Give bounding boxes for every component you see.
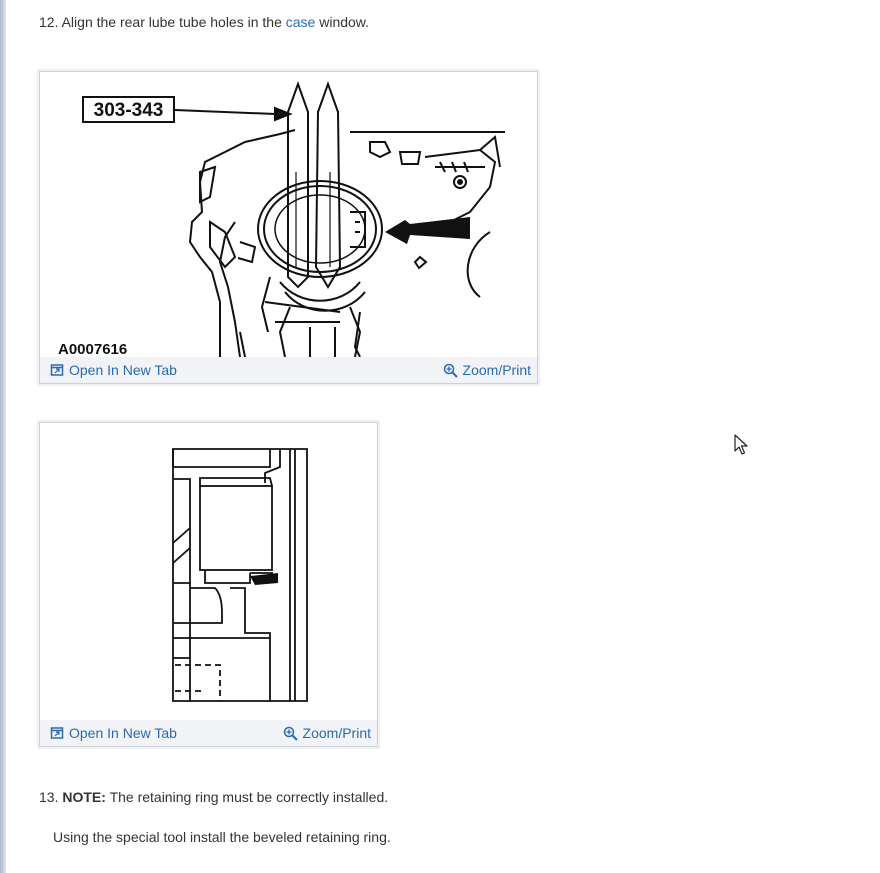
step-12-text: Align the rear lube tube holes in the bbox=[61, 14, 282, 30]
open-in-new-tab-button[interactable] bbox=[50, 725, 177, 741]
figure-1 bbox=[39, 71, 538, 384]
figure-1-image[interactable] bbox=[40, 72, 537, 357]
zoom-print-button[interactable] bbox=[283, 725, 371, 741]
open-in-new-tab-button[interactable] bbox=[50, 362, 177, 378]
figure-2-action-bar bbox=[40, 720, 377, 746]
open-in-new-tab-label: Open In New Tab bbox=[69, 725, 177, 741]
lube-tube-detail-illustration bbox=[40, 423, 377, 720]
figure-1-action-bar bbox=[40, 357, 537, 383]
open-tab-icon bbox=[50, 726, 64, 740]
step-12-number: 12. bbox=[39, 14, 59, 30]
open-tab-icon bbox=[50, 363, 64, 377]
open-in-new-tab-label: Open In New Tab bbox=[69, 362, 177, 378]
step-12-text-end: window. bbox=[319, 14, 370, 30]
window-left-edge bbox=[0, 0, 6, 873]
case-link[interactable]: case bbox=[285, 14, 316, 30]
note-label: NOTE: bbox=[62, 789, 106, 805]
figure-2 bbox=[39, 422, 378, 747]
mouse-pointer-icon bbox=[734, 434, 748, 456]
transmission-case-illustration bbox=[40, 72, 537, 357]
tool-label: 303-343 bbox=[93, 100, 164, 121]
magnifier-plus-icon bbox=[283, 726, 298, 741]
step-13 bbox=[39, 788, 388, 806]
step-13-instruction: Using the special tool install the beveled retaining ring. bbox=[53, 829, 391, 845]
step-13-number: 13. bbox=[39, 789, 59, 805]
figure-id: A0007616 bbox=[58, 341, 128, 357]
magnifier-plus-icon bbox=[443, 363, 458, 378]
zoom-print-label: Zoom/Print bbox=[302, 725, 371, 741]
note-text: The retaining ring must be correctly installed. bbox=[109, 789, 389, 805]
zoom-print-button[interactable] bbox=[443, 362, 531, 378]
figure-2-image[interactable] bbox=[40, 423, 377, 720]
zoom-print-label: Zoom/Print bbox=[462, 362, 531, 378]
step-12 bbox=[39, 13, 369, 31]
